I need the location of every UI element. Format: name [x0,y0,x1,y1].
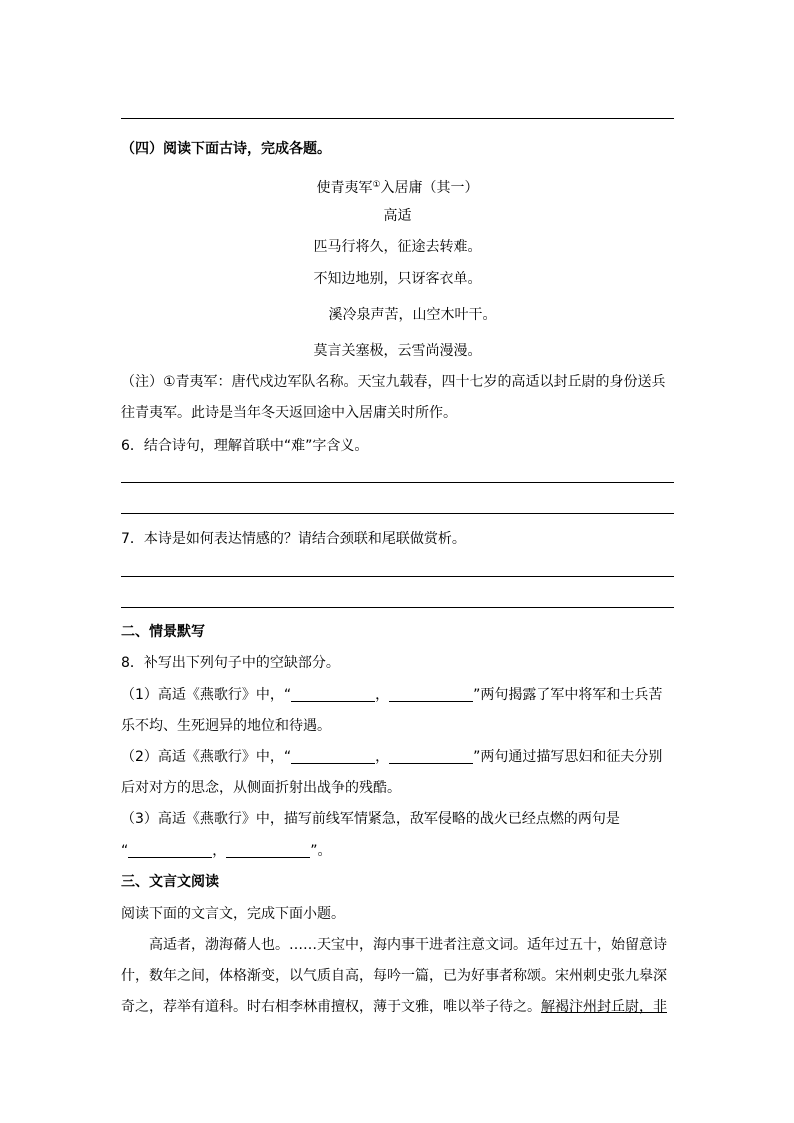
answer-line [121,513,674,514]
poem-line-4: 莫言关塞极，云雪尚漫漫。 [313,343,482,359]
question-8: 8．补写出下列句子中的空缺部分。 [121,655,340,671]
top-rule [121,118,674,119]
passage-line-3 [121,997,667,1017]
passage-line-1: 高适者，渤海蓨人也。……天宝中，海内事干进者注意文词。适年过五十，始留意诗 [149,937,667,953]
footnote-mark: ① [372,180,381,190]
fill-blank[interactable] [226,843,310,858]
section-heading-4: （四）阅读下面古诗，完成各题。 [121,141,331,157]
poem-title [121,175,674,198]
poem-title-text: 使青夷军 [316,180,373,196]
fill-item-1 [121,685,662,705]
poem-author: 高适 [383,208,412,224]
note-line-2: 往青夷军。此诗是当年冬天返回途中入居庸关时所作。 [121,405,457,421]
fill-blank[interactable] [389,749,473,764]
question-7: 7．本诗是如何表达情感的？请结合颈联和尾联做赏析。 [121,531,466,547]
section-3-intro: 阅读下面的文言文，完成下面小题。 [121,906,345,922]
fill-blank[interactable] [389,687,473,702]
fill-item-3: （3）高适《燕歌行》中，描写前线军情紧急，敌军侵略的战火已经点燃的两句是 [121,811,620,827]
note-line-1: （注）①青夷军：唐代戍边军队名称。天宝九载春，四十七岁的高适以封丘尉的身份送兵 [121,374,666,390]
underlined-sentence: 解褐汴州封丘尉，非 [541,999,667,1015]
fill-blank[interactable] [291,749,375,764]
comma: ， [375,749,390,765]
passage-text: 奇之，荐举有道科。时右相李林甫擅权，薄于文雅，唯以举子待之。 [121,999,541,1015]
fill-item-1-suffix: ”两句揭露了军中将军和士兵苦 [473,687,663,703]
answer-line [121,576,674,577]
fill-item-3-blanks [121,841,332,861]
poem-line-3: 溪冷泉声苦，山空木叶干。 [328,307,497,323]
answer-line [121,607,674,608]
open-quote: “ [121,843,129,859]
comma: ， [375,687,390,703]
poem-line-2: 不知边地别，只讶客衣单。 [313,271,482,287]
fill-item-1-continued: 乐不均、生死迥异的地位和待遇。 [121,718,331,734]
section-heading-3: 三、文言文阅读 [121,874,219,890]
fill-blank[interactable] [128,843,212,858]
fill-item-2-suffix: ”两句通过描写思妇和征夫分别 [473,749,663,765]
fill-item-2 [121,747,662,767]
answer-line [121,482,674,483]
section-heading-2: 二、情景默写 [121,624,205,640]
fill-blank[interactable] [291,687,375,702]
fill-item-1-prefix: （1）高适《燕歌行》中，“ [121,687,292,703]
poem-line-1: 匹马行将久，征途去转难。 [313,239,482,255]
poem-title-text-2: 入居庸（其一） [380,180,479,196]
question-6: 6．结合诗句，理解首联中“难”字含义。 [121,438,369,454]
close-quote: ”。 [310,843,332,859]
fill-item-2-prefix: （2）高适《燕歌行》中，“ [121,749,292,765]
comma: ， [212,843,227,859]
passage-line-2: 什，数年之间，体格渐变，以气质自高，每吟一篇，已为好事者称颂。宋州刺史张九皋深 [121,968,667,984]
fill-item-2-continued: 后对对方的思念，从侧面折射出战争的残酷。 [121,780,401,796]
